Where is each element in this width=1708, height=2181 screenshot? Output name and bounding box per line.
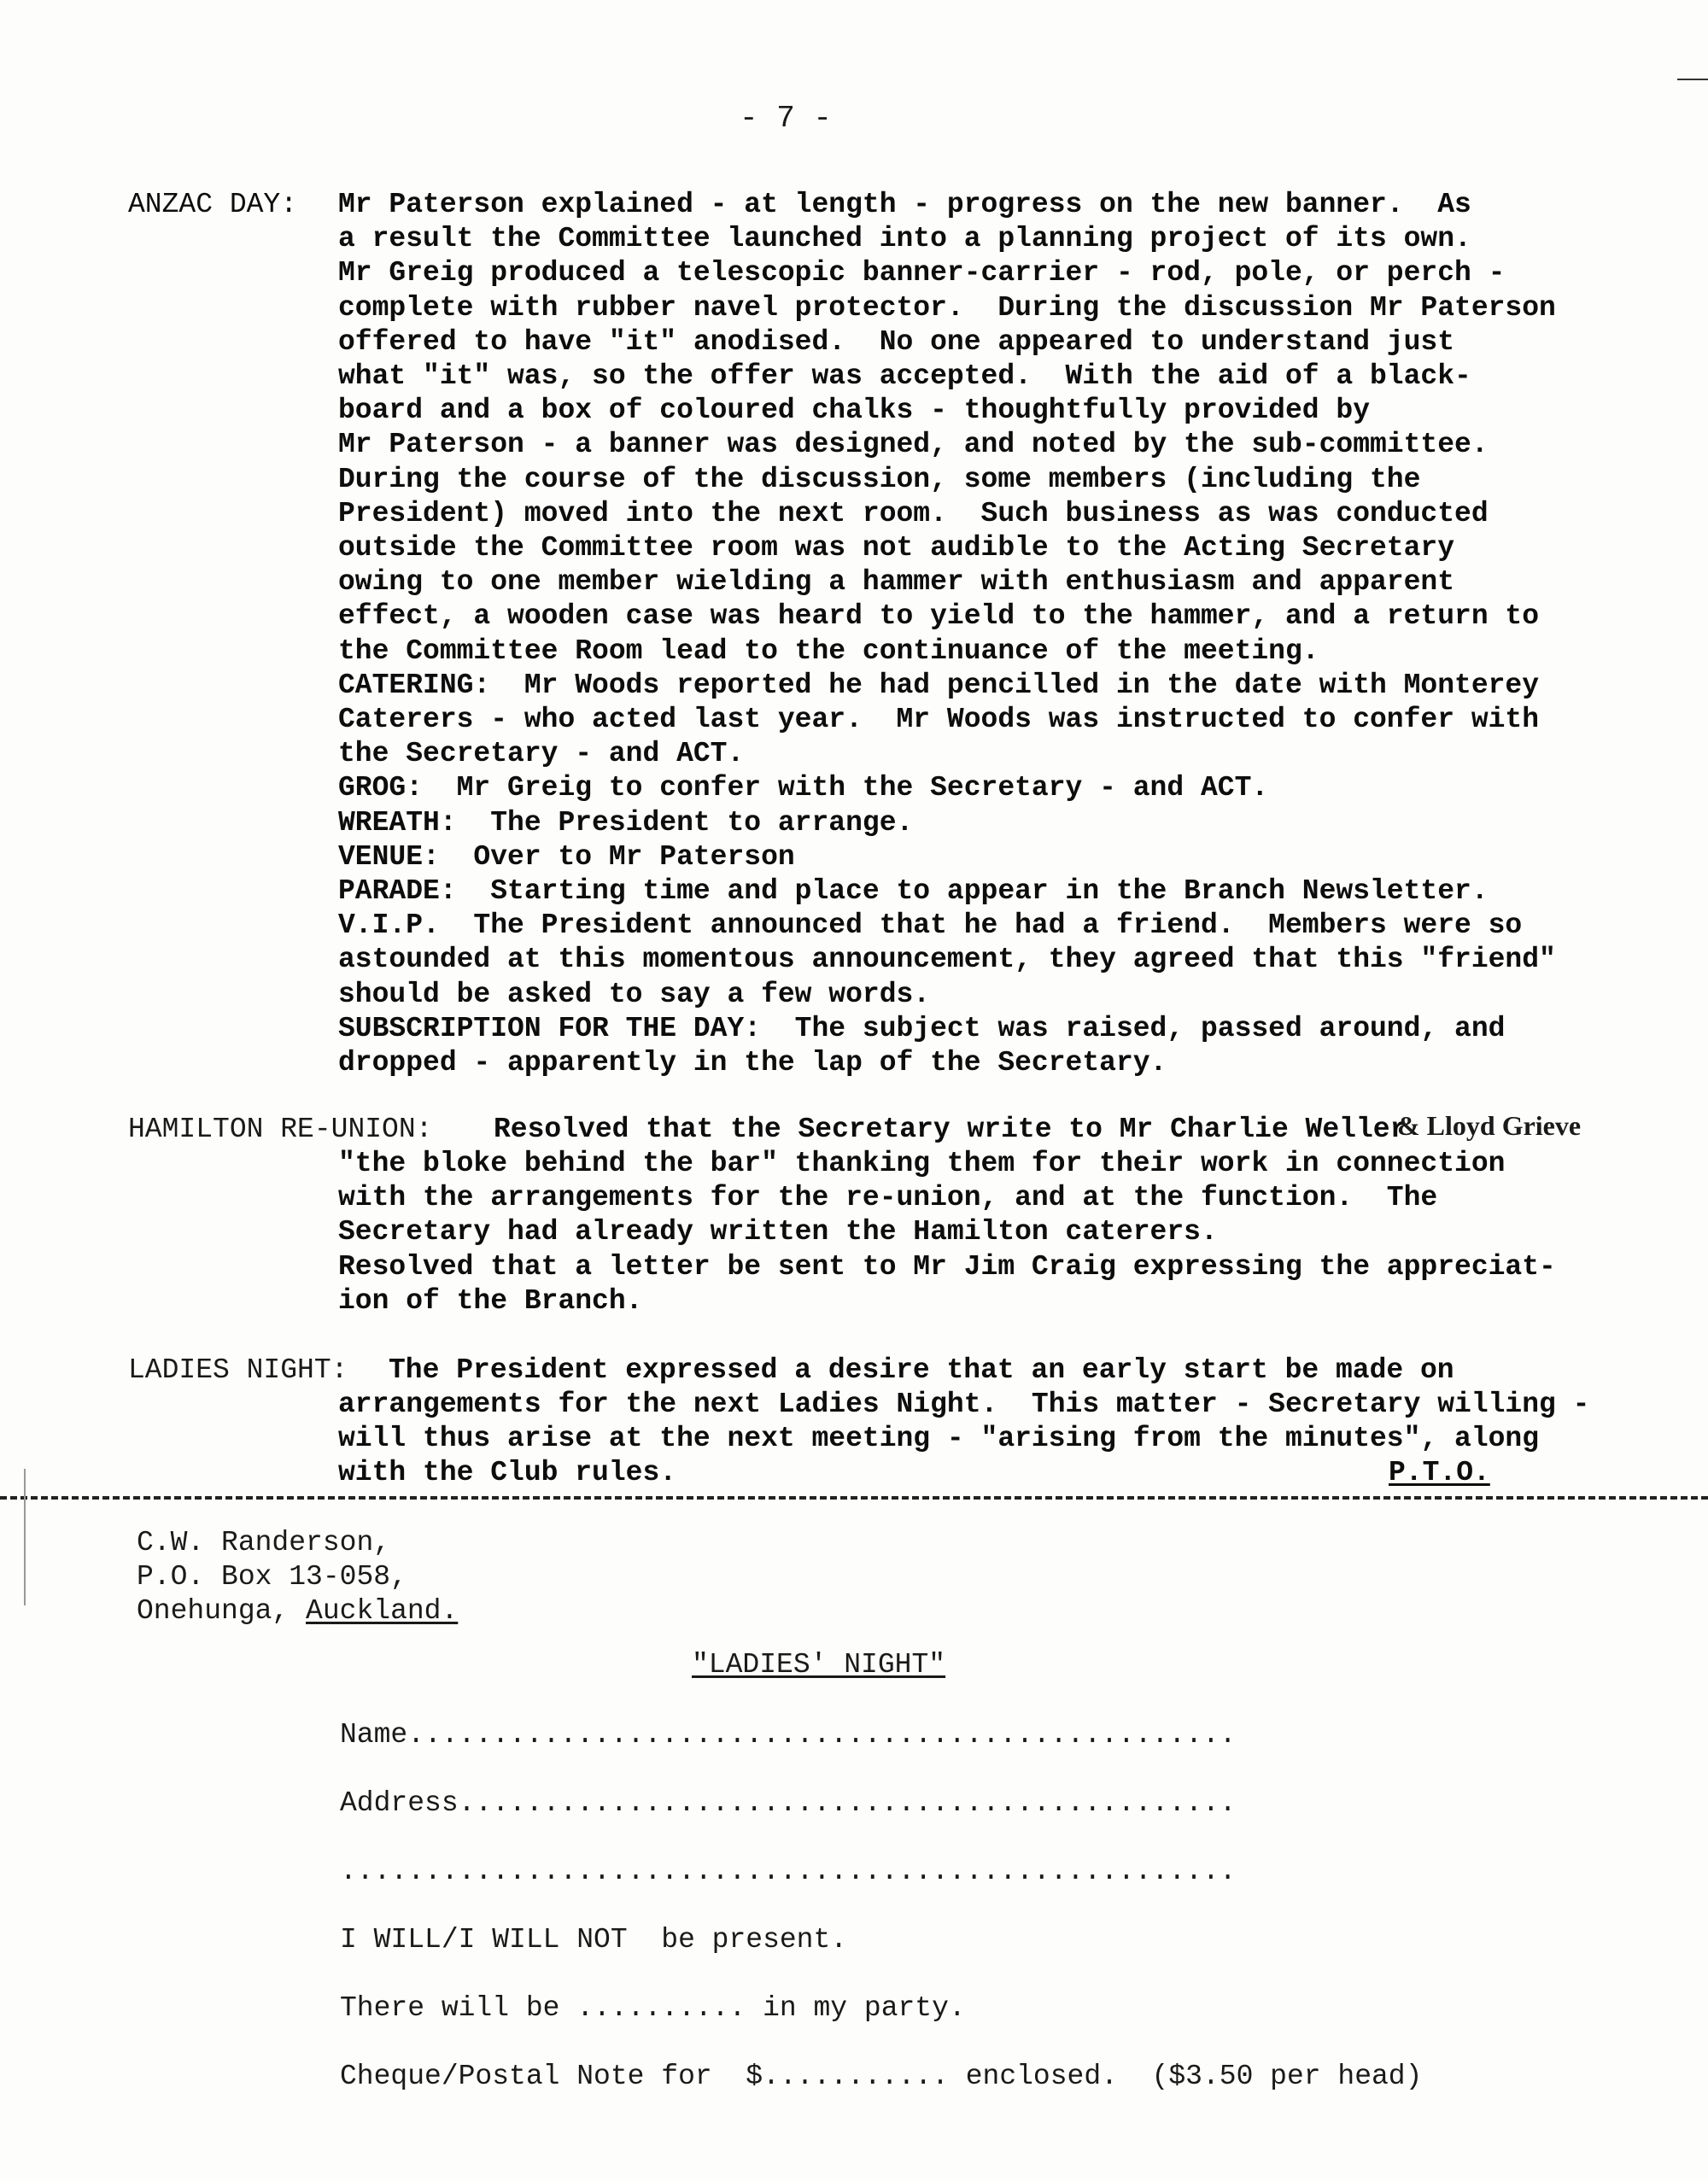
hamilton-reunion-line: Resolved that a letter be sent to Mr Jim Craig expressing the appreciat- (338, 1250, 1556, 1283)
ladies-night-line: with the Club rules. (338, 1457, 677, 1489)
address-suburb: Onehunga, (137, 1595, 290, 1627)
anzac-day-line: V.I.P. The President announced that he had a friend. Members were so (338, 909, 1523, 942)
hamilton-reunion-line: ion of the Branch. (338, 1284, 643, 1317)
anzac-day-line: outside the Committee room was not audible to the Acting Secretary (338, 532, 1455, 564)
anzac-day-line: SUBSCRIPTION FOR THE DAY: The subject was raised, passed around, and (338, 1012, 1506, 1044)
form-attendance-option[interactable]: I WILL/I WILL NOT be present. (340, 1924, 848, 1956)
anzac-day-line: Mr Greig produced a telescopic banner-carrier - rod, pole, or perch - (338, 257, 1506, 289)
anzac-day-line: a result the Committee launched into a planning project of its own. (338, 223, 1471, 255)
left-margin-mark (24, 1469, 26, 1605)
anzac-day-line: Caterers - who acted last year. Mr Woods was instructed to confer with (338, 704, 1540, 735)
anzac-day-line: President) moved into the next room. Such business as was conducted (338, 497, 1489, 529)
ladies-night-first-line: The President expressed a desire that an early start be made on (389, 1354, 1454, 1386)
anzac-day-line: WREATH: The President to arrange. (338, 806, 914, 839)
anzac-day-line: effect, a wooden case was heard to yield to the hammer, and a return to (338, 600, 1540, 633)
form-address-field-2[interactable]: ..................................................... (340, 1856, 1237, 1887)
anzac-day-line: CATERING: Mr Woods reported he had pencilled in the date with Monterey (338, 669, 1540, 701)
hamilton-reunion-line: with the arrangements for the re-union, and at the function. The (338, 1182, 1438, 1214)
form-cheque-field[interactable]: Cheque/Postal Note for $........... enclosed. ($3.50 per head) (340, 2061, 1423, 2092)
anzac-day-line: VENUE: Over to Mr Paterson (338, 840, 795, 873)
anzac-day-label: ANZAC DAY: (128, 189, 298, 220)
anzac-day-line: astounded at this momentous announcement, they agreed that this "friend" (338, 944, 1556, 976)
form-party-size-field[interactable]: There will be .......... in my party. (340, 1992, 966, 2024)
margin-tick-mark (1677, 79, 1708, 80)
form-address-field[interactable]: Address.............................................. (340, 1787, 1237, 1819)
hamilton-reunion-line: Secretary had already written the Hamilton caterers. (338, 1216, 1218, 1248)
anzac-day-line: the Committee Room lead to the continuance of the meeting. (338, 634, 1319, 667)
address-line-1: C.W. Randerson, (137, 1527, 391, 1558)
anzac-day-line: offered to have "it" anodised. No one appeared to understand just (338, 325, 1455, 358)
anzac-day-line: board and a box of coloured chalks - thoughtfully provided by (338, 395, 1370, 427)
address-line-3 (137, 1594, 458, 1628)
ladies-night-label: LADIES NIGHT: (128, 1354, 348, 1386)
anzac-day-line: owing to one member wielding a hammer with enthusiasm and apparent (338, 566, 1455, 599)
address-city: Auckland. (306, 1595, 459, 1627)
ladies-night-form-title: "LADIES' NIGHT" (692, 1649, 946, 1681)
anzac-day-line: GROG: Mr Greig to confer with the Secretary - and ACT. (338, 772, 1269, 804)
anzac-day-line: what "it" was, so the offer was accepted. With the aid of a black- (338, 360, 1471, 392)
hamilton-first-line: Resolved that the Secretary write to Mr Charlie Weller (494, 1114, 1407, 1145)
page-number: - 7 - (739, 101, 833, 136)
anzac-day-line: Mr Paterson - a banner was designed, and noted by the sub-committee. (338, 429, 1489, 461)
anzac-day-line: PARADE: Starting time and place to appear in the Branch Newsletter. (338, 875, 1489, 907)
hamilton-reunion-label: HAMILTON RE-UNION: (128, 1114, 433, 1145)
ladies-night-line: will thus arise at the next meeting - "arising from the minutes", along (338, 1423, 1540, 1455)
anzac-day-line: the Secretary - and ACT. (338, 738, 745, 770)
tear-off-dashed-line (0, 1496, 1708, 1500)
anzac-day-line: Mr Paterson explained - at length - progress on the new banner. As (338, 189, 1471, 220)
form-name-field[interactable]: Name................................................. (340, 1719, 1237, 1751)
anzac-day-line: dropped - apparently in the lap of the Secretary. (338, 1047, 1167, 1079)
anzac-day-line: During the course of the discussion, some members (including the (338, 463, 1421, 495)
handwritten-annotation: & Lloyd Grieve (1397, 1110, 1582, 1141)
pto-note: P.T.O. (1389, 1457, 1490, 1488)
address-line-2: P.O. Box 13-058, (137, 1561, 407, 1593)
hamilton-reunion-line: "the bloke behind the bar" thanking them for their work in connection (338, 1148, 1506, 1179)
anzac-day-line: should be asked to say a few words. (338, 978, 931, 1010)
anzac-day-line: complete with rubber navel protector. During the discussion Mr Paterson (338, 291, 1556, 324)
ladies-night-line: arrangements for the next Ladies Night. This matter - Secretary willing - (338, 1389, 1590, 1420)
